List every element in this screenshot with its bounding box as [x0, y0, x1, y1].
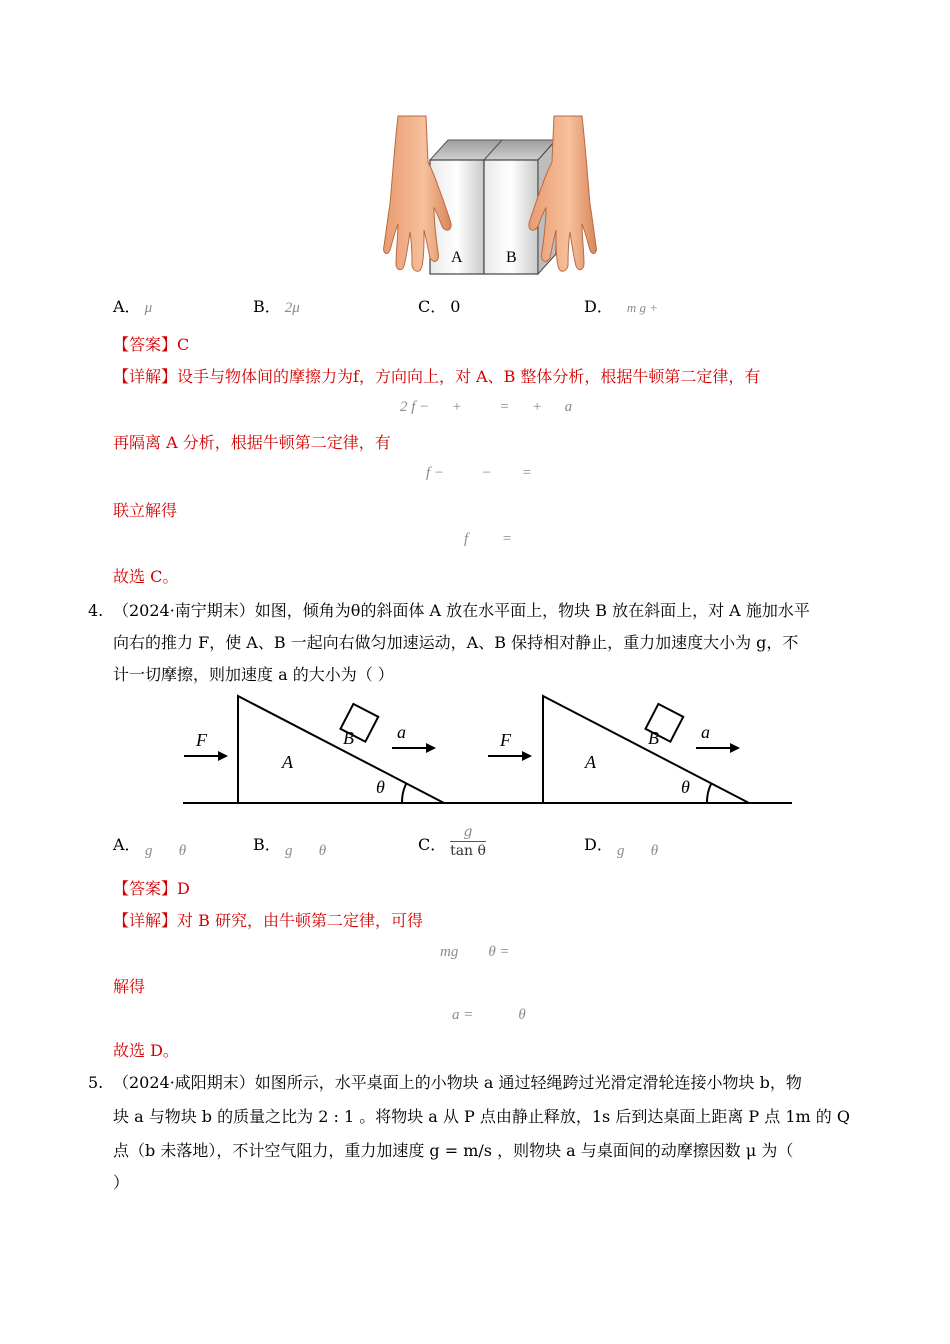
fraction-bar: [450, 841, 486, 842]
q5-line-4: ）: [113, 1173, 130, 1192]
option-letter: B．: [253, 835, 281, 854]
q4-option-a: [113, 835, 141, 855]
q3-line-3: 联立解得: [113, 501, 178, 520]
answer-tag: 【答案】: [113, 879, 178, 898]
option-letter: C．: [418, 297, 447, 316]
detail-tag: 【详解】: [113, 367, 178, 386]
option-value: m g +: [626, 300, 659, 315]
fraction-numerator: g: [463, 824, 473, 840]
option-letter: C．: [418, 835, 447, 854]
theta-label: θ: [681, 777, 690, 797]
accel-label: a: [701, 722, 710, 742]
q4-detail: [113, 911, 423, 931]
q4-option-c: [418, 835, 446, 855]
q4-answer: [113, 879, 190, 899]
q3-equation-2: f − − =: [426, 465, 532, 481]
q4-line-2: 向右的推力 F，使 A、B 一起向右做匀加速运动，A、B 保持相对静止，重力加速度大小为 g，不: [113, 633, 799, 652]
q3-line-2: 再隔离 A 分析，根据牛顿第二定律，有: [113, 433, 391, 452]
block-a-label: A: [451, 249, 463, 266]
incline-figure: [180, 690, 795, 810]
q5-line-3: 点（b 未落地），不计空气阻力，重力加速度 g = m/s ，则物块 a 与桌面间的动摩擦因数 μ 为（: [113, 1141, 794, 1160]
accel-label: a: [397, 722, 406, 742]
q3-option-d: [584, 297, 658, 318]
q4-option-c-fraction: [448, 824, 488, 859]
force-label: F: [500, 730, 511, 750]
option-letter: D．: [584, 835, 613, 854]
q4-line-3: 计一切摩擦，则加速度 a 的大小为（ ）: [113, 665, 394, 684]
q4-option-d-value: g θ: [617, 843, 659, 859]
q3-equation-1: 2 f − + = + a: [400, 399, 573, 415]
answer-value: D: [177, 879, 190, 898]
option-letter: D．: [584, 297, 613, 316]
q3-option-b: [253, 297, 300, 318]
q3-conclusion: 故选 C。: [113, 567, 179, 586]
detail-text: 设手与物体间的摩擦力为f，方向向上，对 A、B 整体分析，根据牛顿第二定律，有: [177, 367, 761, 386]
answer-value: C: [177, 335, 190, 354]
option-value: μ: [144, 300, 153, 316]
q4-conclusion: 故选 D。: [113, 1041, 179, 1060]
block-b-label: B: [648, 728, 659, 748]
fraction-denominator: tan θ: [450, 843, 486, 859]
theta-label: θ: [376, 777, 385, 797]
q3-equation-3: f =: [464, 531, 513, 547]
block-b-label: B: [343, 728, 354, 748]
option-value: 0: [450, 297, 461, 316]
q4-line-1: （2024·南宁期末）如图，倾角为θ的斜面体 A 放在水平面上，物块 B 放在斜面上，对 A 施加水平: [113, 601, 810, 620]
answer-tag: 【答案】: [113, 335, 178, 354]
option-letter: A．: [113, 297, 141, 316]
detail-tag: 【详解】: [113, 911, 178, 930]
hands-blocks-figure: [380, 112, 600, 280]
q4-option-a-value: g θ: [145, 843, 187, 859]
body-a-label: A: [585, 752, 596, 772]
q4-equation-1: mg θ =: [440, 944, 510, 960]
q4-line-solve: 解得: [113, 977, 146, 996]
q4-number: 4.: [88, 601, 104, 620]
body-a-label: A: [282, 752, 293, 772]
q3-option-c: [418, 297, 460, 317]
q4-option-d: [584, 835, 613, 855]
q5-number: 5.: [88, 1073, 104, 1092]
q5-line-2: 块 a 与物块 b 的质量之比为 2 : 1 。将物块 a 从 P 点由静止释放，1s 后到达桌面上距离 P 点 1m 的 Q: [113, 1107, 851, 1126]
q3-detail: [113, 367, 760, 387]
detail-text: 对 B 研究，由牛顿第二定律，可得: [177, 911, 423, 930]
q3-answer: [113, 335, 189, 355]
q3-option-a: [113, 297, 152, 318]
option-letter: B．: [253, 297, 281, 316]
block-b-label: B: [506, 249, 517, 266]
q4-option-b-value: g θ: [285, 843, 327, 859]
force-label: F: [196, 730, 207, 750]
option-letter: A．: [113, 835, 141, 854]
q4-equation-2: a = θ: [452, 1007, 526, 1023]
option-value: 2μ: [284, 300, 300, 316]
q5-line-1: （2024·咸阳期末）如图所示，水平桌面上的小物块 a 通过轻绳跨过光滑定滑轮连接小物块 b，物: [113, 1073, 802, 1092]
q4-option-b: [253, 835, 281, 855]
